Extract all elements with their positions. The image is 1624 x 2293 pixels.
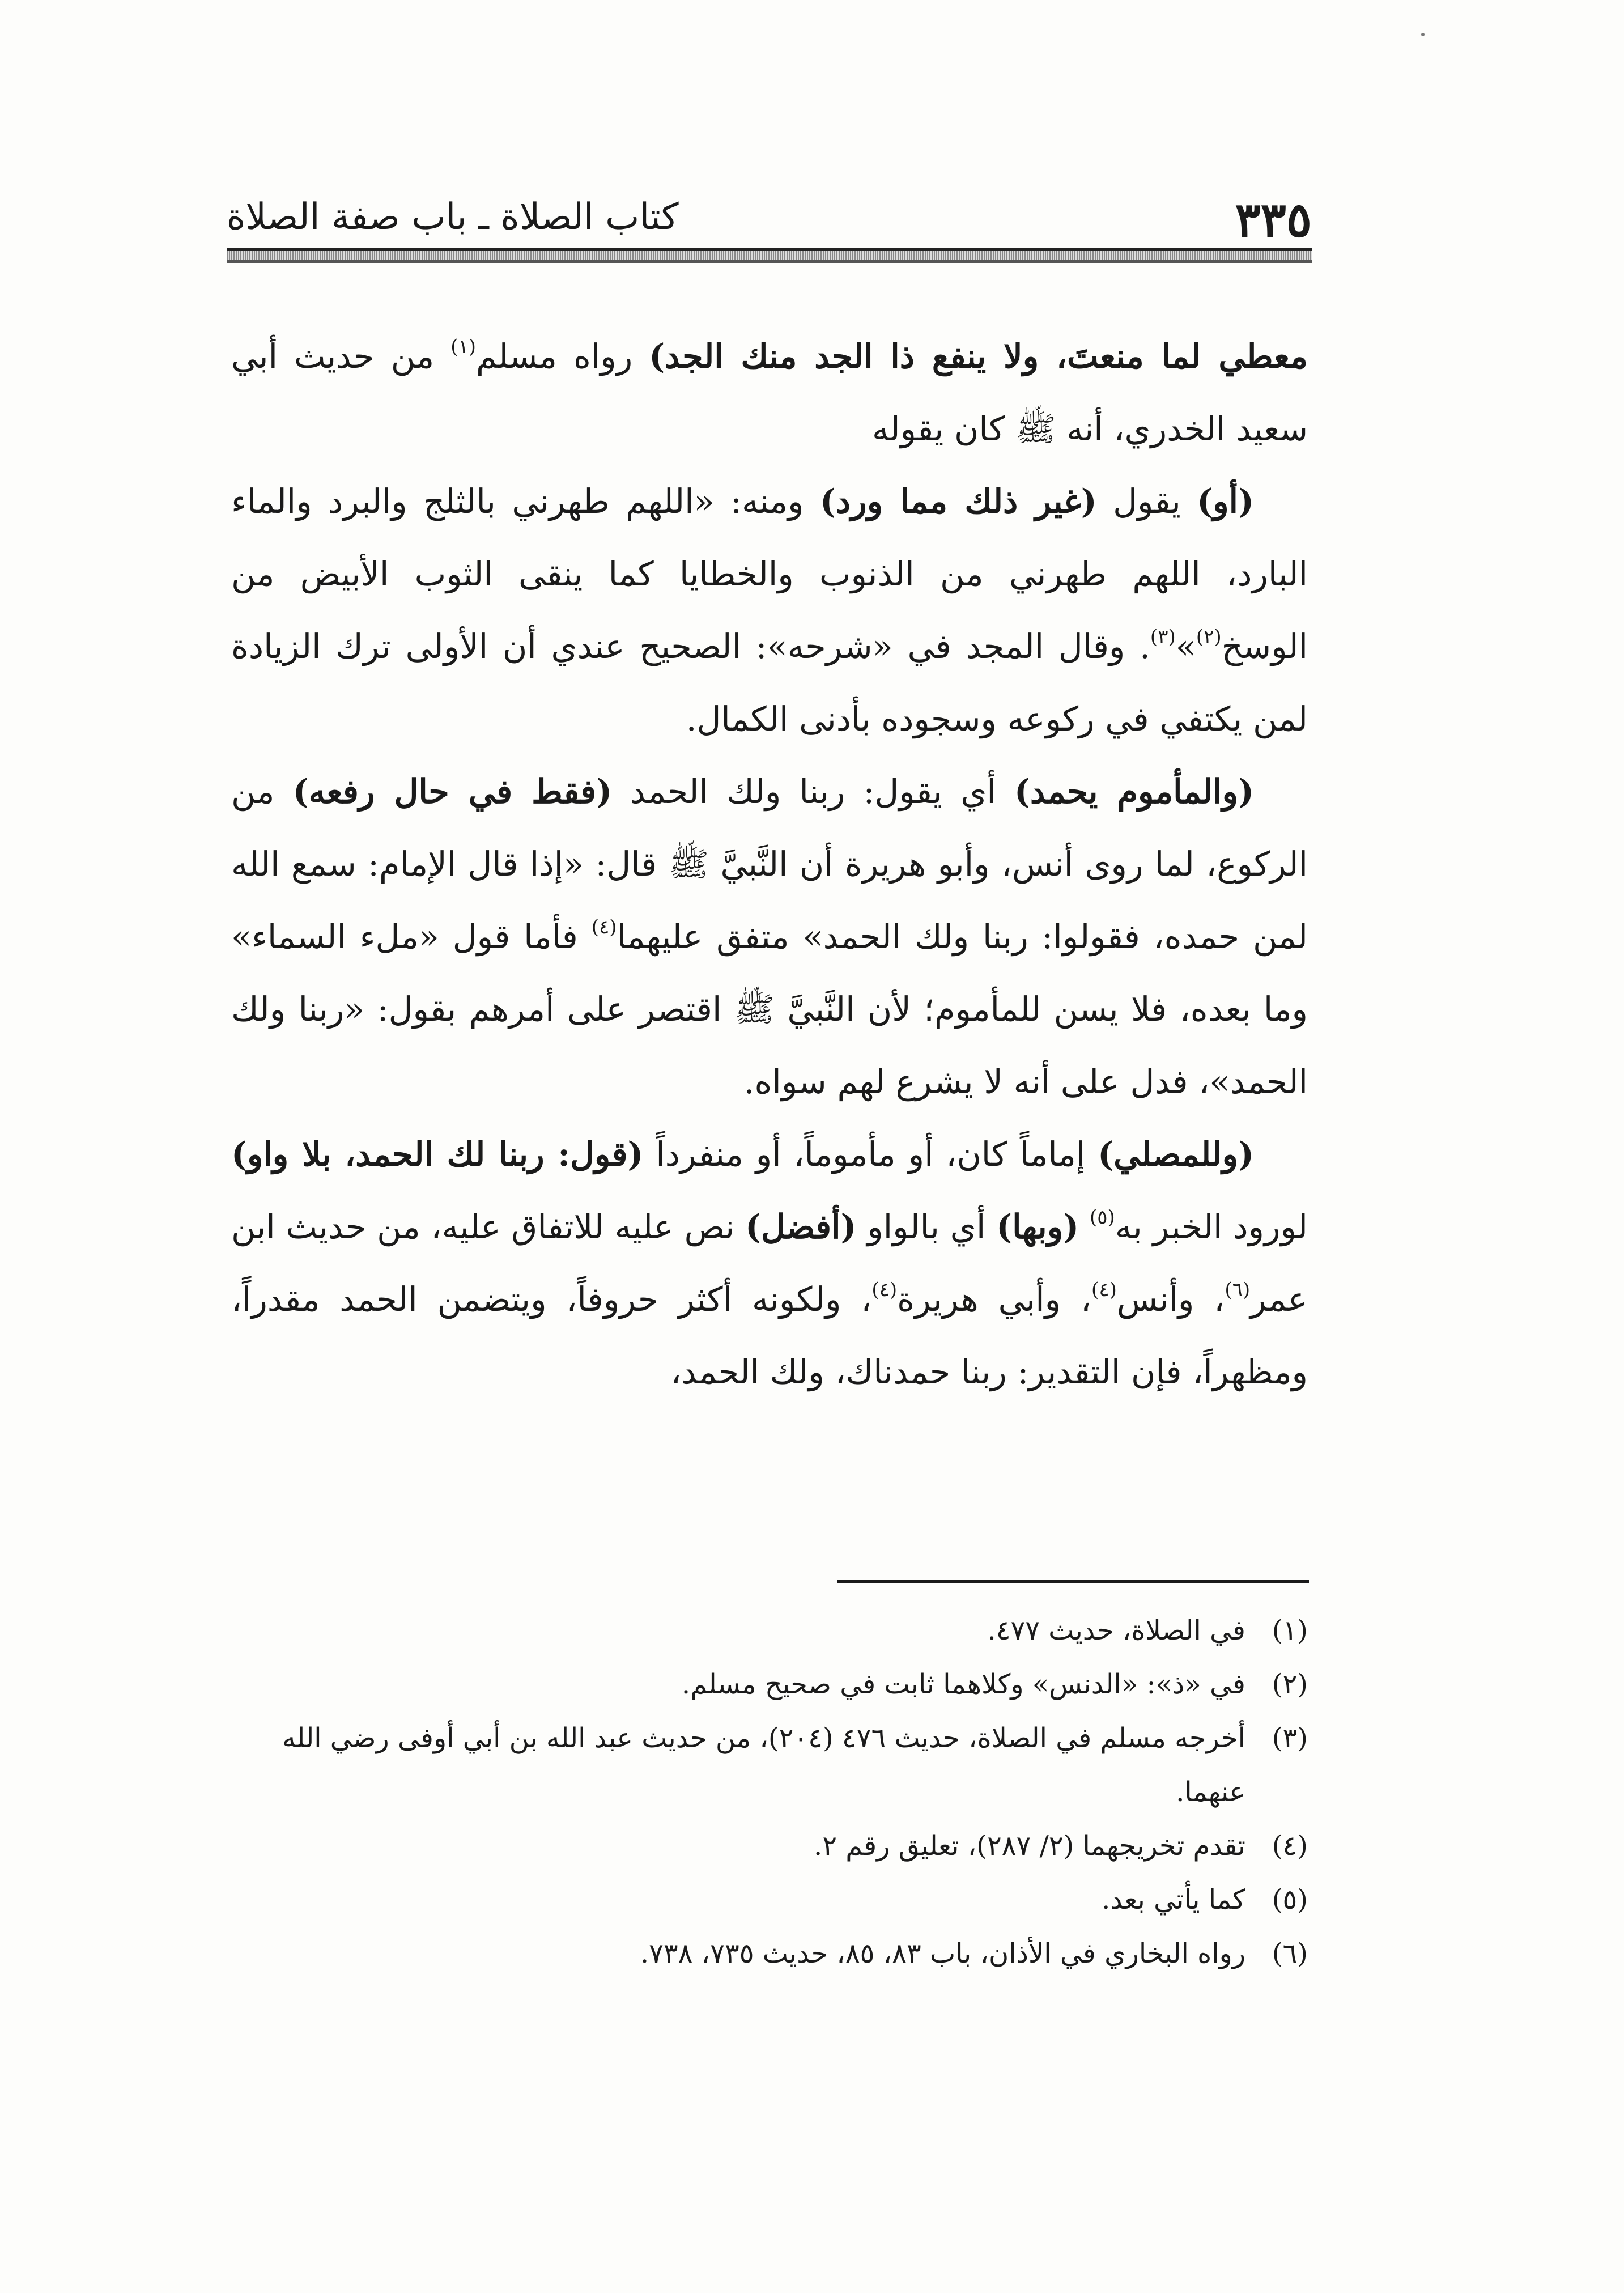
footnote-text: رواه البخاري في الأذان، باب ٨٣، ٨٥، حديث ٧٣٥، ٧٣٨. bbox=[640, 1938, 1245, 1969]
footnote-number: (٦) bbox=[1272, 1938, 1308, 1969]
footnote-number: (٢) bbox=[1272, 1668, 1308, 1700]
matn-text: (غير ذلك مما ورد) bbox=[819, 482, 1097, 521]
sharh-text: أي بالواو bbox=[856, 1207, 997, 1246]
footnote-6 bbox=[231, 1927, 1308, 1981]
footnote-text: في «ذ»: «الدنس» وكلاهما ثابت في صحيح مسلم. bbox=[681, 1668, 1245, 1700]
page-number: ٣٣٥ bbox=[1235, 192, 1312, 248]
footnote-text: كما يأتي بعد. bbox=[1101, 1884, 1245, 1916]
footnote-number: (٤) bbox=[1272, 1830, 1308, 1862]
footnote-1 bbox=[231, 1604, 1308, 1658]
footnote-ref: (٤) bbox=[871, 1279, 898, 1301]
footnote-number: (٥) bbox=[1272, 1884, 1308, 1916]
sharh-text: » bbox=[1175, 627, 1196, 666]
footnote-ref: (٣) bbox=[1150, 626, 1176, 648]
matn-text: معطي لما منعتَ، ولا ينفع ذا الجد منك الجد) bbox=[649, 337, 1308, 376]
footnote-ref: (٤) bbox=[591, 916, 617, 939]
footnote-text: أخرجه مسلم في الصلاة، حديث ٤٧٦ (٢٠٤)، من حديث عبد الله بن أبي أوفى رضي الله عنهما. bbox=[282, 1722, 1245, 1808]
sharh-text: من الركوع، لما روى أنس، وأبو هريرة أن النَّبيَّ ﷺ قال: «إذا قال الإمام: سمع الله لمن حمده، فقولوا: ربنا ولك الحمد» متفق عليهما bbox=[231, 772, 1308, 956]
footnote-ref: (٥) bbox=[1089, 1206, 1115, 1229]
header-rule bbox=[227, 248, 1312, 263]
matn-text: (أو) bbox=[1197, 482, 1254, 521]
footnote-5 bbox=[231, 1873, 1308, 1927]
footnote-ref: (٢) bbox=[1196, 626, 1222, 648]
paragraph-4 bbox=[231, 1118, 1308, 1408]
footnote-text: تقدم تخريجهما (٢/ ٢٨٧)، تعليق رقم ٢. bbox=[813, 1830, 1245, 1862]
main-text bbox=[231, 320, 1308, 1408]
sharh-text: ، وأنس bbox=[1116, 1280, 1225, 1319]
sharh-text: إماماً كان، أو مأموماً، أو منفرداً bbox=[643, 1135, 1098, 1174]
footnote-3 bbox=[231, 1712, 1308, 1819]
footnote-number: (١) bbox=[1272, 1615, 1308, 1646]
running-title: كتاب الصلاة ـ باب صفة الصلاة bbox=[227, 196, 679, 238]
sharh-text: أي يقول: ربنا ولك الحمد bbox=[612, 772, 1014, 811]
sharh-text: ، ولكونه أكثر حروفاً، ويتضمن الحمد مقدراً، ومظهراً، فإن التقدير: ربنا حمدناك، ولك الحمد، bbox=[231, 1280, 1308, 1391]
sharh-text: . وقال المجد في «شرحه»: الصحيح عندي أن الأولى ترك الزيادة لمن يكتفي في ركوعه وسجوده بأدنى الكمال. bbox=[231, 627, 1308, 738]
footnote-4 bbox=[231, 1819, 1308, 1873]
sharh-text: فأما قول «ملء السماء» وما بعده، فلا يسن للمأموم؛ لأن النَّبيَّ ﷺ اقتصر على أمرهم بقول: «ربنا ولك الحمد»، فدل على أنه لا يشرع لهم سواه. bbox=[231, 917, 1308, 1101]
footnote-ref: (٤) bbox=[1091, 1279, 1117, 1301]
footnote-separator bbox=[837, 1580, 1309, 1583]
matn-text: (وللمصلي) bbox=[1098, 1135, 1254, 1174]
sharh-text: من حديث أبي سعيد الخدري، أنه ﷺ كان يقوله bbox=[231, 337, 1308, 448]
matn-text: (وبها) bbox=[996, 1207, 1079, 1246]
paragraph-2 bbox=[231, 465, 1308, 755]
footnote-text: في الصلاة، حديث ٤٧٧. bbox=[987, 1615, 1245, 1646]
sharh-text: لورود الخبر به bbox=[1115, 1207, 1308, 1246]
footnote-ref: (٦) bbox=[1225, 1279, 1251, 1301]
matn-text: (قول: ربنا لك الحمد، بلا واو) bbox=[231, 1135, 644, 1174]
footnote-number: (٣) bbox=[1272, 1722, 1308, 1754]
sharh-text bbox=[1079, 1207, 1090, 1246]
sharh-text: يقول bbox=[1096, 482, 1197, 521]
matn-text: (والمأموم يحمد) bbox=[1014, 772, 1254, 811]
matn-text: (فقط في حال رفعه) bbox=[292, 772, 613, 811]
paragraph-3 bbox=[231, 755, 1308, 1118]
matn-text: (أفضل) bbox=[745, 1207, 857, 1246]
footnote-ref: (١) bbox=[450, 336, 476, 358]
sharh-text: رواه مسلم bbox=[476, 337, 649, 376]
sharh-text: نص عليه للاتفاق عليه، من حديث ابن عمر bbox=[231, 1207, 1308, 1319]
footnotes bbox=[231, 1604, 1308, 1981]
footnote-2 bbox=[231, 1658, 1308, 1712]
paragraph-1 bbox=[231, 320, 1308, 465]
sharh-text: ومنه: «اللهم طهرني بالثلج والبرد والماء البارد، اللهم طهرني من الذنوب والخطايا كما ينقى الثوب الأبيض من الوسخ bbox=[231, 482, 1308, 666]
sharh-text: ، وأبي هريرة bbox=[897, 1280, 1092, 1319]
scan-dot bbox=[1421, 33, 1425, 36]
page-header bbox=[227, 180, 1312, 248]
